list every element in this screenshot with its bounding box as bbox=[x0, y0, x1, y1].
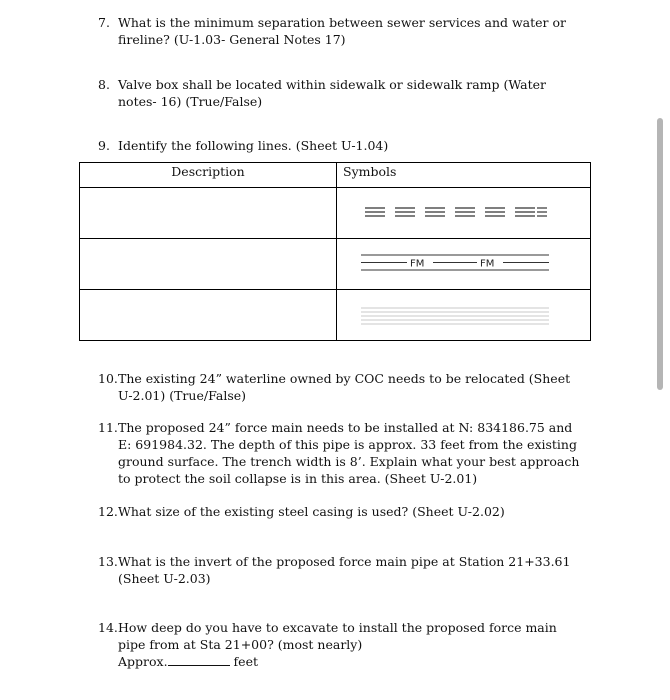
symbol-cell bbox=[337, 239, 591, 290]
question-number: 12. bbox=[98, 504, 118, 519]
symbol-cell bbox=[337, 188, 591, 239]
table-row bbox=[80, 188, 591, 239]
question-number: 9. bbox=[98, 138, 110, 153]
description-header: Description bbox=[80, 163, 337, 188]
force-main-line-symbol bbox=[337, 239, 592, 289]
answer-blank[interactable] bbox=[168, 653, 230, 666]
question-number: 7. bbox=[98, 15, 110, 30]
question-text: Identify the following lines. (Sheet U-1.04) bbox=[118, 138, 389, 153]
description-cell[interactable] bbox=[80, 290, 337, 341]
table-row bbox=[80, 239, 591, 290]
table-header-row bbox=[80, 163, 591, 188]
description-cell[interactable] bbox=[80, 239, 337, 290]
question-14-body: How deep do you have to excavate to install the proposed force main pipe from at Sta 21+00? (most nearly) bbox=[118, 620, 557, 652]
fm-label-2: FM bbox=[480, 258, 495, 270]
question-number: 11. bbox=[98, 420, 118, 435]
line-symbols-table bbox=[79, 162, 591, 341]
description-cell[interactable] bbox=[80, 188, 337, 239]
fm-label-1: FM bbox=[410, 258, 425, 270]
symbol-cell bbox=[337, 290, 591, 341]
vertical-scrollbar[interactable] bbox=[657, 118, 663, 390]
table-row bbox=[80, 290, 591, 341]
question-text: What is the invert of the proposed force main pipe at Station 21+33.61 (Sheet U-2.03) bbox=[118, 554, 571, 586]
question-number: 8. bbox=[98, 77, 110, 92]
approx-label: Approx. bbox=[118, 654, 168, 669]
question-text: What size of the existing steel casing is used? (Sheet U-2.02) bbox=[118, 504, 505, 519]
unit-label: feet bbox=[233, 654, 258, 669]
parallel-dash-line-symbol bbox=[337, 188, 592, 238]
question-number: 10. bbox=[98, 371, 118, 386]
question-text bbox=[118, 619, 588, 670]
symbols-header bbox=[337, 163, 591, 188]
question-number: 14. bbox=[98, 620, 118, 635]
symbols-header-label: Symbols bbox=[343, 164, 397, 179]
question-number: 13. bbox=[98, 554, 118, 569]
question-text: What is the minimum separation between sewer services and water or fireline? (U-1.03- General Notes 17) bbox=[118, 15, 567, 47]
question-text: The proposed 24” force main needs to be installed at N: 834186.75 and E: 691984.32. The depth of this pipe is approx. 33 feet from the existing ground surface. The trench width is 8’. Explain what your best approach to protect the soil collapse is in this area. (Sheet U-2.01) bbox=[118, 420, 580, 486]
question-text: The existing 24” waterline owned by COC needs to be relocated (Sheet U-2.01) (True/False) bbox=[118, 371, 571, 403]
question-text: Valve box shall be located within sidewalk or sidewalk ramp (Water notes- 16) (True/False) bbox=[118, 77, 546, 109]
light-multi-line-symbol bbox=[337, 290, 592, 340]
